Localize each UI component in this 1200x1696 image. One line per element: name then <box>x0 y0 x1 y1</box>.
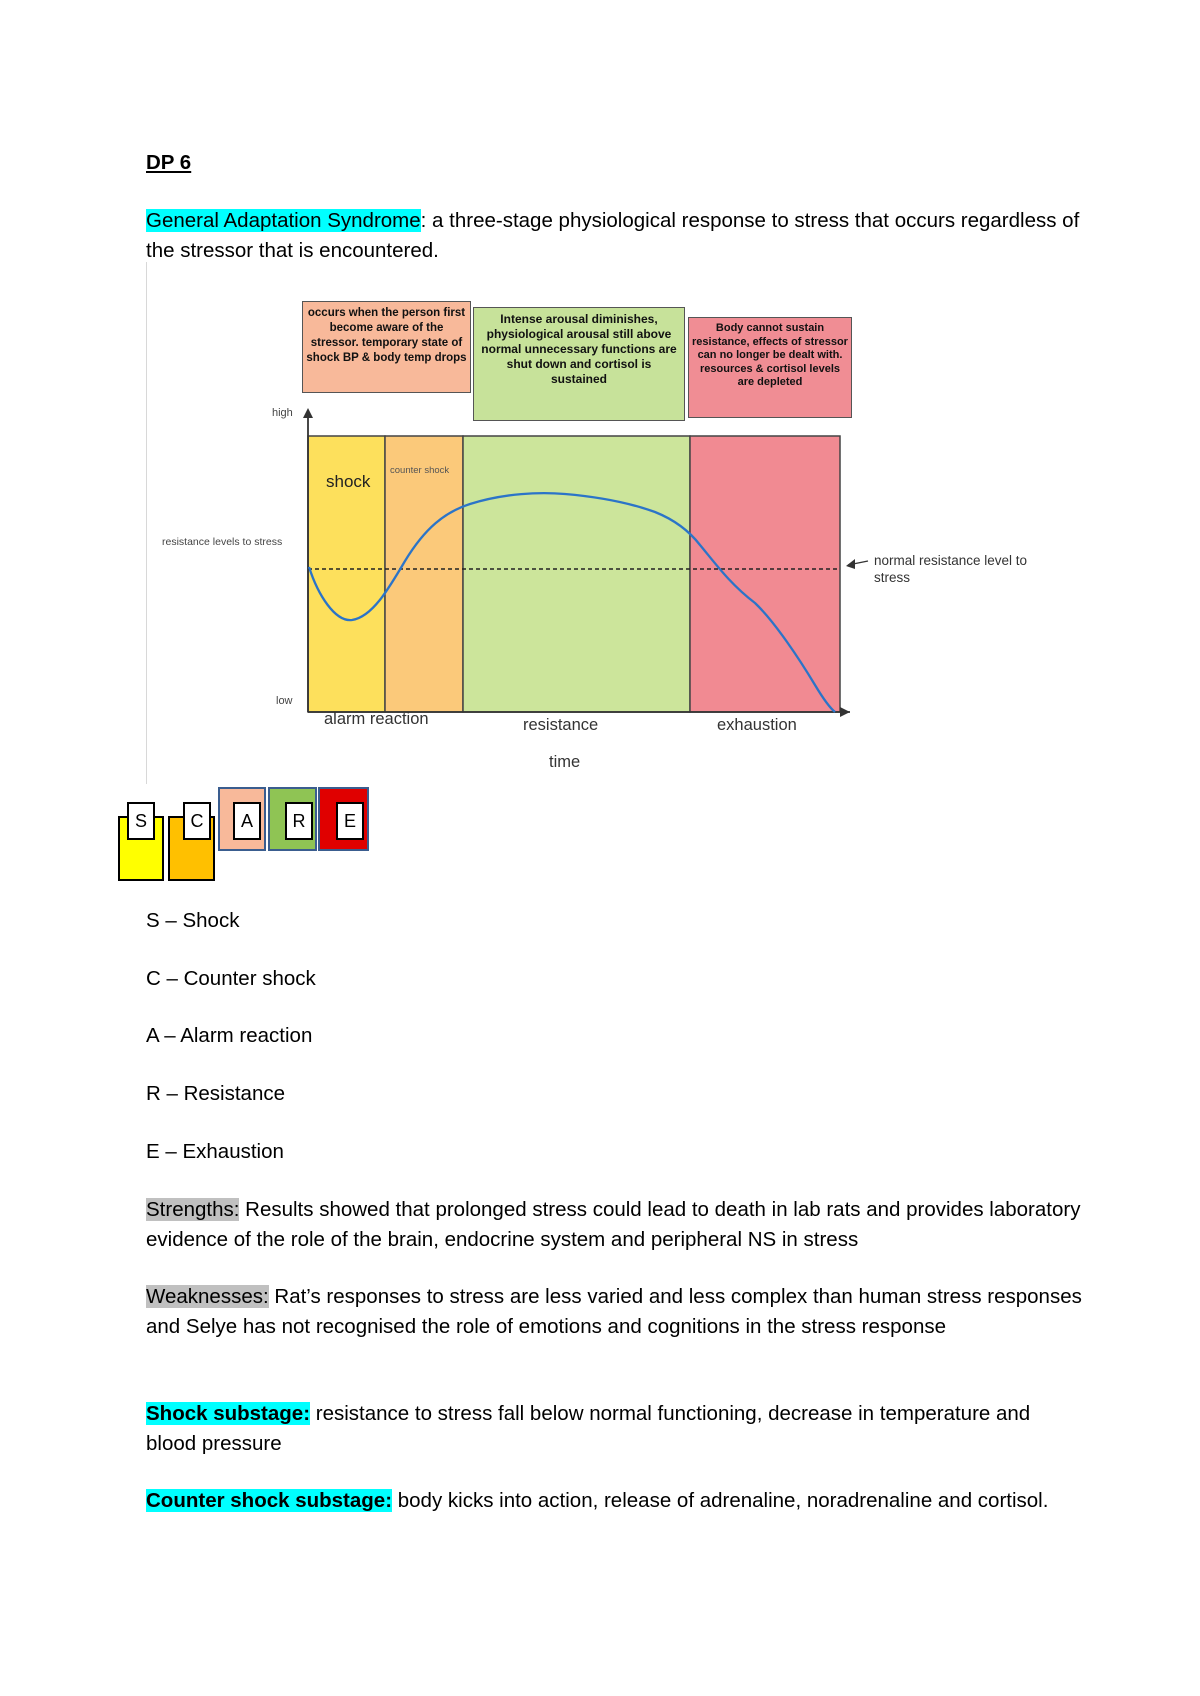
letter-c: C <box>183 802 211 840</box>
strengths-paragraph <box>146 1195 1086 1255</box>
stage-resistance-label: resistance <box>523 716 599 734</box>
weaknesses-paragraph <box>146 1282 1086 1342</box>
counter-shock-substage-text: body kicks into action, release of adrenaline, noradrenaline and cortisol. <box>392 1489 1049 1512</box>
strengths-text: Results showed that prolonged stress could lead to death in lab rats and provides laboratory evidence of the role of the brain, endocrine system and peripheral NS in stress <box>146 1198 1081 1251</box>
counter-shock-label: counter shock <box>390 465 450 476</box>
normal-level-label: normal resistance level to stress <box>874 553 1028 585</box>
scare-mnemonic <box>0 0 400 900</box>
letter-e: E <box>336 802 364 840</box>
resistance-band <box>463 436 690 712</box>
y-high-label: high <box>272 407 293 419</box>
shock-substage-paragraph <box>146 1399 1086 1459</box>
counter-shock-substage-label: Counter shock substage: <box>146 1489 393 1512</box>
list-item: A – Alarm reaction <box>146 1024 313 1047</box>
shock-label: shock <box>326 472 371 491</box>
list-item: C – Counter shock <box>146 967 316 990</box>
weaknesses-text: Rat’s responses to stress are less varied and less complex than human stress responses and Selye has not recognised the role of emotions and cognitions in the stress response <box>146 1285 1082 1338</box>
list-item: S – Shock <box>146 909 240 932</box>
x-axis-label: time <box>549 753 581 771</box>
shock-substage-text: resistance to stress fall below normal functioning, decrease in temperature and blood pressure <box>146 1402 1031 1455</box>
alarm-description-box: occurs when the person first become aware of the stressor. temporary state of shock BP & body temp drops <box>302 301 471 393</box>
list-item: E – Exhaustion <box>146 1140 284 1163</box>
weaknesses-label: Weaknesses: <box>146 1285 269 1308</box>
x-axis-arrow <box>840 707 850 717</box>
counter-shock-substage-paragraph <box>146 1486 1086 1516</box>
normal-level-arrowhead <box>846 559 855 569</box>
shock-substage-label: Shock substage: <box>146 1402 311 1425</box>
y-axis-label: resistance levels to stress <box>162 536 283 548</box>
strengths-label: Strengths: <box>146 1198 240 1221</box>
y-low-label: low <box>276 695 293 707</box>
exhaustion-description-box: Body cannot sustain resistance, effects of stressor can no longer be dealt with. resources & cortisol levels are depleted <box>688 317 852 418</box>
definition-text: : a three-stage physiological response to stress that occurs regardless of the stressor that is encountered. <box>146 209 1080 262</box>
stage-alarm-label: alarm reaction <box>324 710 429 728</box>
stage-exhaustion-label: exhaustion <box>717 716 797 734</box>
page-title: DP 6 <box>146 151 192 174</box>
letter-a: A <box>233 802 261 840</box>
letter-r: R <box>285 802 313 840</box>
exhaustion-band <box>690 436 840 712</box>
list-item: R – Resistance <box>146 1082 286 1105</box>
definition-term: General Adaptation Syndrome <box>146 209 421 232</box>
resistance-description-box: Intense arousal diminishes, physiological arousal still above normal unnecessary functions are shut down and cortisol is sustained <box>473 307 685 421</box>
letter-s: S <box>127 802 155 840</box>
